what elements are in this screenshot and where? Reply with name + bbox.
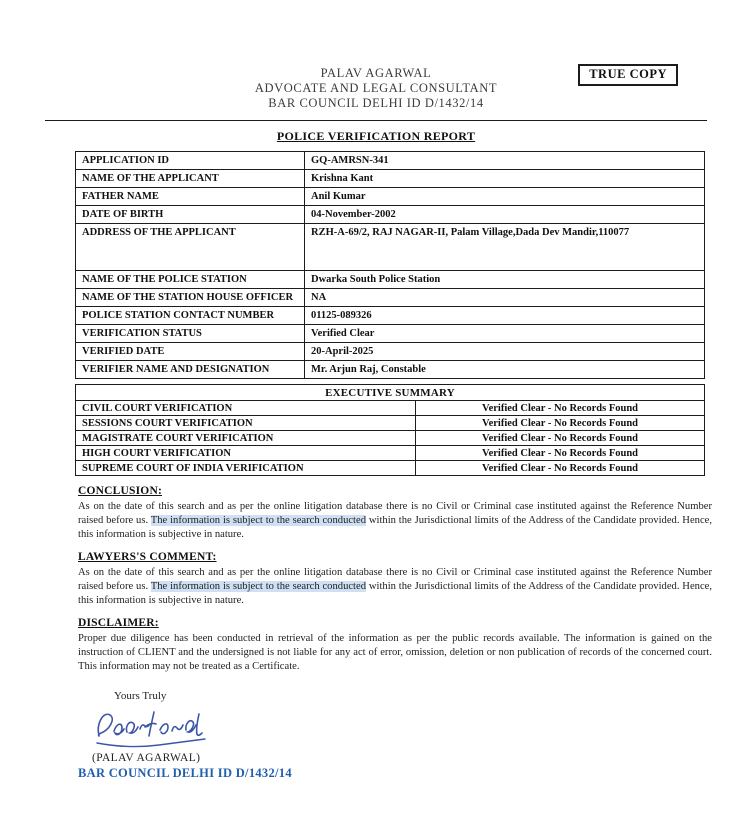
table-row xyxy=(76,206,705,224)
footer-bar-council-id: BAR COUNCIL DELHI ID D/1432/14 xyxy=(78,766,292,780)
summary-value: Verified Clear - No Records Found xyxy=(416,461,705,476)
verification-details-table xyxy=(75,151,705,379)
summary-label: MAGISTRATE COURT VERIFICATION xyxy=(76,431,416,446)
disclaimer-text: Proper due diligence has been conducted in retrieval of the information as per the public records available. The information is gained on the instruction of CLIENT and the undersigned is not liable for any act of error, omission, deletion or non publication of records of the concerned court. This information may not be treated as a Certificate. xyxy=(78,633,712,672)
summary-value: Verified Clear - No Records Found xyxy=(416,416,705,431)
conclusion-section xyxy=(78,485,712,542)
row-value: Anil Kumar xyxy=(305,188,705,206)
summary-row xyxy=(76,401,705,416)
row-label: VERIFIER NAME AND DESIGNATION xyxy=(76,361,305,379)
summary-value: Verified Clear - No Records Found xyxy=(416,401,705,416)
lawyers-comment-section xyxy=(78,551,712,608)
disclaimer-heading: DISCLAIMER: xyxy=(78,617,159,629)
table-row xyxy=(76,343,705,361)
row-label: NAME OF THE STATION HOUSE OFFICER xyxy=(76,289,305,307)
lawyers-comment-heading: LAWYERS'S COMMENT: xyxy=(78,551,217,563)
row-value: NA xyxy=(305,289,705,307)
report-title: POLICE VERIFICATION REPORT xyxy=(276,129,476,143)
executive-summary-title: EXECUTIVE SUMMARY xyxy=(76,385,705,401)
row-value: RZH-A-69/2, RAJ NAGAR-II, Palam Village,Dada Dev Mandir,110077 xyxy=(305,224,705,271)
row-label: FATHER NAME xyxy=(76,188,305,206)
row-label: DATE OF BIRTH xyxy=(76,206,305,224)
conclusion-text-post: within the Jurisdictional limits of the Address of the Candidate provided. Hence, this information is subjective in nature. xyxy=(78,515,713,540)
row-value: Mr. Arjun Raj, Constable xyxy=(305,361,705,379)
row-label: VERIFICATION STATUS xyxy=(76,325,305,343)
row-value: GQ-AMRSN-341 xyxy=(305,152,705,170)
row-label: APPLICATION ID xyxy=(76,152,305,170)
summary-label: SESSIONS COURT VERIFICATION xyxy=(76,416,416,431)
table-row xyxy=(76,170,705,188)
table-row xyxy=(76,271,705,289)
summary-row xyxy=(76,416,705,431)
summary-row xyxy=(76,431,705,446)
table-row xyxy=(76,307,705,325)
conclusion-text xyxy=(78,500,712,542)
table-row xyxy=(76,188,705,206)
conclusion-text-pre: As on the date of this search and as per the online litigation database there is no Civil or Criminal case instituted against the Reference Number raised before us. xyxy=(78,501,712,526)
summary-label: SUPREME COURT OF INDIA VERIFICATION xyxy=(76,461,416,476)
summary-value: Verified Clear - No Records Found xyxy=(416,431,705,446)
row-value: Krishna Kant xyxy=(305,170,705,188)
summary-header-row xyxy=(76,385,705,401)
table-row xyxy=(76,289,705,307)
row-label: POLICE STATION CONTACT NUMBER xyxy=(76,307,305,325)
yours-truly-text: Yours Truly xyxy=(114,690,167,702)
true-copy-stamp: TRUE COPY xyxy=(578,64,678,86)
comment-text-post: within the Jurisdictional limits of the Address of the Candidate provided. Hence, this information is subjective in nature. xyxy=(78,581,713,606)
handwritten-signature-icon xyxy=(92,706,210,750)
advocate-name: PALAV AGARWAL xyxy=(320,66,432,80)
summary-row xyxy=(76,446,705,461)
comment-text-highlight: The information is subject to the search conducted xyxy=(150,581,367,592)
signer-name: (PALAV AGARWAL) xyxy=(92,752,201,764)
table-row-address xyxy=(76,224,705,271)
summary-label: CIVIL COURT VERIFICATION xyxy=(76,401,416,416)
table-row xyxy=(76,361,705,379)
conclusion-text-highlight: The information is subject to the search conducted xyxy=(150,515,367,526)
summary-row xyxy=(76,461,705,476)
row-value: 04-November-2002 xyxy=(305,206,705,224)
letterhead-divider xyxy=(45,120,707,121)
executive-summary-table xyxy=(75,384,705,476)
table-row xyxy=(76,152,705,170)
row-label: VERIFIED DATE xyxy=(76,343,305,361)
row-value: Verified Clear xyxy=(305,325,705,343)
row-value: 20-April-2025 xyxy=(305,343,705,361)
conclusion-heading: CONCLUSION: xyxy=(78,485,162,497)
summary-value: Verified Clear - No Records Found xyxy=(416,446,705,461)
table-row xyxy=(76,325,705,343)
row-label: NAME OF THE APPLICANT xyxy=(76,170,305,188)
summary-label: HIGH COURT VERIFICATION xyxy=(76,446,416,461)
row-value: 01125-089326 xyxy=(305,307,705,325)
signature-image xyxy=(92,706,752,750)
advocate-bar-council-id: BAR COUNCIL DELHI ID D/1432/14 xyxy=(268,96,484,110)
row-value: Dwarka South Police Station xyxy=(305,271,705,289)
row-label: ADDRESS OF THE APPLICANT xyxy=(76,224,305,271)
row-label: NAME OF THE POLICE STATION xyxy=(76,271,305,289)
disclaimer-section xyxy=(78,617,712,674)
advocate-designation: ADVOCATE AND LEGAL CONSULTANT xyxy=(254,81,498,95)
lawyers-comment-text xyxy=(78,566,712,608)
comment-text-pre: As on the date of this search and as per the online litigation database there is no Civil or Criminal case instituted against the Reference Number raised before us. xyxy=(78,567,712,592)
